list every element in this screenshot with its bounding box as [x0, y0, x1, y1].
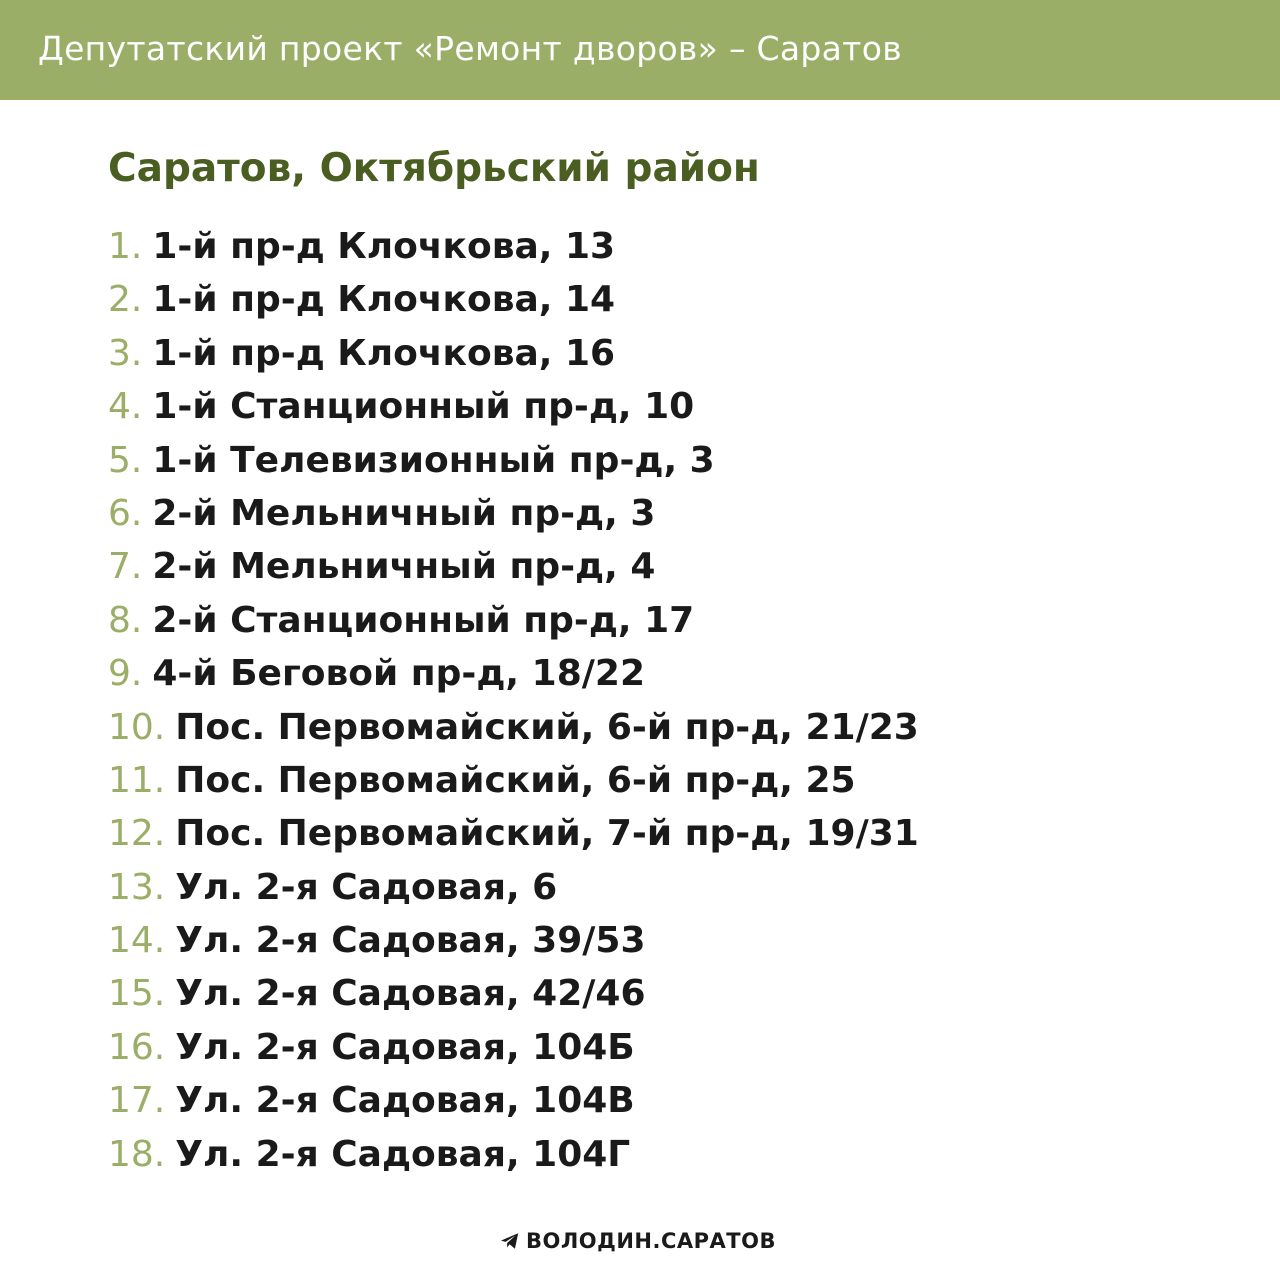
- footer-brand-link[interactable]: [500, 1229, 776, 1253]
- telegram-icon: [500, 1232, 520, 1250]
- list-item: [108, 647, 919, 700]
- list-item: [108, 754, 919, 807]
- list-item: [108, 1021, 919, 1074]
- list-item: [108, 594, 919, 647]
- item-address: Ул. 2-я Садовая, 104Б: [175, 1026, 635, 1068]
- list-item: [108, 1074, 919, 1127]
- list-item: [108, 273, 919, 326]
- banner-title: Депутатский проект «Ремонт дворов» – Саратов: [38, 28, 902, 68]
- section-title: Саратов, Октябрьский район: [108, 146, 760, 191]
- item-address: 1-й Телевизионный пр-д, 3: [152, 439, 715, 481]
- item-address: Пос. Первомайский, 6-й пр-д, 25: [175, 759, 856, 801]
- item-address: Ул. 2-я Садовая, 104В: [175, 1080, 635, 1122]
- item-address: 4-й Беговой пр-д, 18/22: [152, 653, 645, 695]
- item-address: 1-й пр-д Клочкова, 16: [152, 332, 616, 374]
- footer-brand: ВОЛОДИН.САРАТОВ: [526, 1229, 776, 1253]
- item-address: Пос. Первомайский, 6-й пр-д, 21/23: [175, 706, 919, 748]
- list-item: [108, 701, 919, 754]
- footer: [0, 1229, 1280, 1253]
- item-address: 2-й Станционный пр-д, 17: [152, 599, 695, 641]
- item-number: 11.: [108, 759, 166, 801]
- item-number: 2.: [108, 279, 143, 321]
- item-number: 13.: [108, 866, 166, 908]
- item-number: 1.: [108, 226, 143, 267]
- item-address: 2-й Мельничный пр-д, 3: [152, 492, 656, 534]
- item-address: 1-й пр-д Клочкова, 13: [152, 226, 616, 267]
- item-number: 4.: [108, 386, 143, 428]
- item-address: Ул. 2-я Садовая, 42/46: [175, 973, 646, 1015]
- item-address: Ул. 2-я Садовая, 6: [175, 866, 558, 908]
- list-item: [108, 327, 919, 380]
- header-banner: [0, 0, 1280, 100]
- list-item: [108, 487, 919, 540]
- list-item: [108, 220, 919, 273]
- list-item: [108, 807, 919, 860]
- item-number: 7.: [108, 546, 143, 588]
- list-item: [108, 1128, 919, 1181]
- item-number: 3.: [108, 332, 143, 374]
- list-item: [108, 967, 919, 1020]
- item-number: 12.: [108, 813, 166, 855]
- list-item: [108, 861, 919, 914]
- item-address: 1-й пр-д Клочкова, 14: [152, 279, 616, 321]
- item-number: 10.: [108, 706, 166, 748]
- item-address: Пос. Первомайский, 7-й пр-д, 19/31: [175, 813, 919, 855]
- item-number: 17.: [108, 1080, 166, 1122]
- item-number: 18.: [108, 1133, 166, 1175]
- item-number: 8.: [108, 599, 143, 641]
- item-number: 5.: [108, 439, 143, 481]
- item-number: 15.: [108, 973, 166, 1015]
- item-number: 9.: [108, 653, 143, 695]
- list-item: [108, 540, 919, 593]
- item-address: 1-й Станционный пр-д, 10: [152, 386, 695, 428]
- item-number: 14.: [108, 920, 166, 962]
- item-number: 16.: [108, 1026, 166, 1068]
- list-item: [108, 914, 919, 967]
- item-address: Ул. 2-я Садовая, 39/53: [175, 920, 646, 962]
- item-address: Ул. 2-я Садовая, 104Г: [175, 1133, 631, 1175]
- list-item: [108, 380, 919, 433]
- item-number: 6.: [108, 492, 143, 534]
- list-item: [108, 434, 919, 487]
- address-list: [108, 220, 919, 1181]
- item-address: 2-й Мельничный пр-д, 4: [152, 546, 656, 588]
